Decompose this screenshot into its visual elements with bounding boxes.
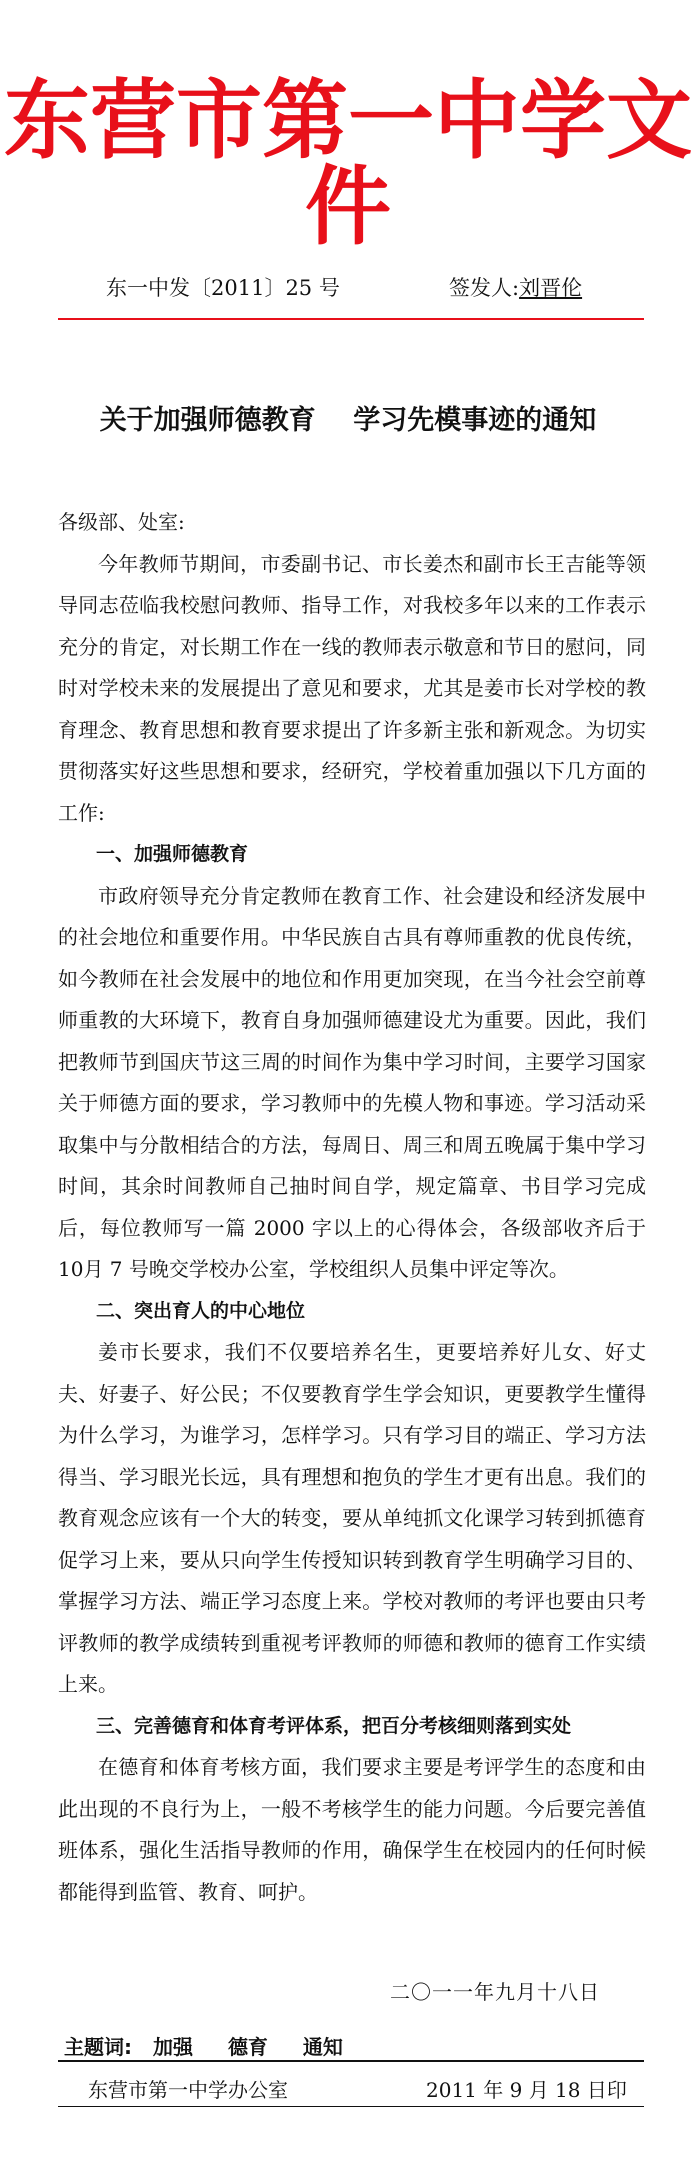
print-date: 2011 年 9 月 18 日印 xyxy=(426,2078,627,2102)
doc-number: 东一中发〔2011〕25 号 xyxy=(106,276,340,300)
signer-name: 刘晋伦 xyxy=(519,276,583,300)
signer xyxy=(449,272,582,302)
intro-paragraph: 今年教师节期间，市委副书记、市长姜杰和副市长王吉能等领导同志莅临我校慰问教师、指导工作，对我校多年以来的工作表示充分的肯定，对长期工作在一线的教师表示敬意和节日的慰问，同时对学校未来的发展提出了意见和要求，尤其是姜市长对学校的教育理念、教育思想和教育要求提出了许多新主张和新观念。为切实贯彻落实好这些思想和要求，经研究，学校着重加强以下几方面的工作: xyxy=(58,551,646,825)
keyword: 加强 xyxy=(152,2035,193,2059)
greeting: 各级部、处室: xyxy=(58,510,185,534)
doc-number-row xyxy=(106,272,606,302)
section-heading-3: 三、完善德育和体育考评体系，把百分考核细则落到实处 xyxy=(96,1714,572,1737)
keyword: 德育 xyxy=(227,2035,268,2059)
keywords-row xyxy=(64,2031,371,2060)
footer-top-rule xyxy=(58,2060,644,2062)
section-paragraph-3: 在德育和体育考核方面，我们要求主要是考评学生的态度和由此出现的不良行为上，一般不考核学生的能力问题。今后要完善值班体系，强化生活指导教师的作用，确保学生在校园内的任何时候都能得到监管、教育、呵护。 xyxy=(58,1755,646,1904)
section-heading-2: 二、突出育人的中心地位 xyxy=(96,1299,306,1322)
footer-bottom-rule xyxy=(58,2106,644,2107)
issuing-office: 东营市第一中学办公室 xyxy=(88,2078,288,2102)
section-heading-1: 一、加强师德教育 xyxy=(96,843,249,865)
section-paragraph-2: 姜市长要求，我们不仅要培养名生，更要培养好儿女、好丈夫、好妻子、好公民；不仅要教育学生学会知识，更要教学生懂得为什么学习，为谁学习，怎样学习。只有学习目的端正、学习方法得当、学习眼光长远，具有理想和抱负的学生才更有出息。我们的教育观念应该有一个大的转变，要从单纯抓文化课学习转到抓德育促学习上来，要从只向学生传授知识转到教育学生明确学习目的、掌握学习方法、端正学习态度上来。学校对教师的考评也要由只考评教师的教学成绩转到重视考评教师的师德和教师的德育工作实绩上来。 xyxy=(58,1340,646,1696)
issue-date: 二〇一一年九月十八日 xyxy=(390,1980,600,2004)
section-paragraph-1: 市政府领导充分肯定教师在教育工作、社会建设和经济发展中的社会地位和重要作用。中华民族自古具有尊师重教的优良传统，如今教师在社会发展中的地位和作用更加突现，在当今社会空前尊师重教的大环境下，教育自身加强师德建设尤为重要。因此，我们把教师节到国庆节这三周的时间作为集中学习时间，主要学习国家关于师德方面的要求，学习教师中的先模人物和事迹。学习活动采取集中与分散相结合的方法，每周日、周三和周五晚属于集中学习时间，其余时间教师自己抽时间自学，规定篇章、书目学习完成后，每位教师写一篇 2000 字以上的心得体会，各级部收齐后于 10月 7 号晚交学校办公室，学校组织人员集中评定等次。 xyxy=(58,883,646,1281)
keyword: 通知 xyxy=(302,2035,343,2059)
notice-title: 关于加强师德教育 学习先模事迹的通知 xyxy=(99,405,597,436)
signer-label: 签发人: xyxy=(449,276,520,300)
red-divider xyxy=(58,318,644,320)
keywords-label: 主题词: xyxy=(64,2035,132,2059)
document-red-header: 东营市第一中学文件 xyxy=(4,70,692,257)
notice-body xyxy=(58,502,646,1913)
